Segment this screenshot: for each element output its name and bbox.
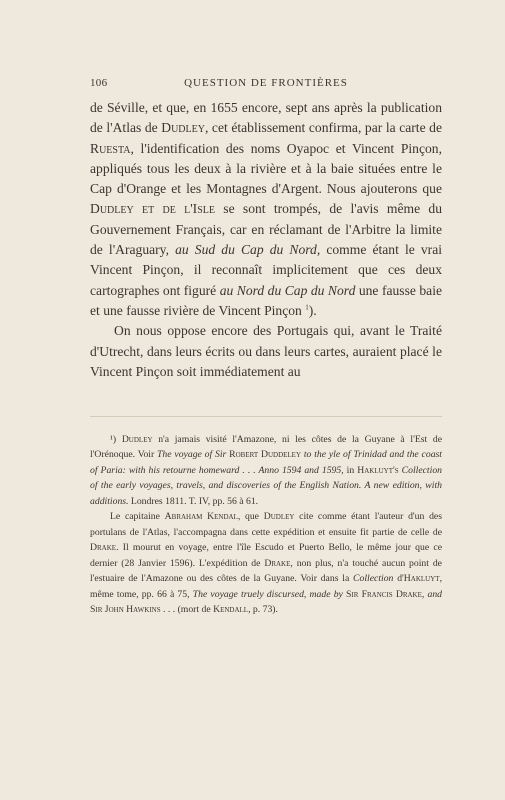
text: se sont trompés, de l'avis même du Gouvernement Français, car en réclamant de l'Arbitre la limite de l'Araguary, (90, 201, 442, 258)
text: d' (393, 573, 404, 585)
text: Londres 1811. T. IV, pp. 56 à 61. (128, 495, 259, 507)
text: une fausse baie et une fausse rivière de Vincent Pinçon (90, 282, 443, 318)
text: , p. 73). (248, 603, 278, 615)
author-name: Hakluyt (403, 573, 440, 585)
author-name: Sir Francis Drake, (342, 588, 425, 600)
text: . . . (mort de (160, 603, 214, 615)
text: in (343, 464, 358, 476)
text: . Il mourut en voyage, entre l'île Escudo et Puerto Bello, le même jour que ce dernier (28 Janvier 1596). L'expédition de (90, 542, 442, 569)
author-name: Ruesta (90, 140, 131, 156)
footnote-separator (90, 416, 442, 417)
running-head: QUESTION DE FRONTIÈRES (184, 77, 348, 89)
footnotes (90, 432, 442, 617)
main-text (90, 98, 442, 382)
text: , l'identification des noms Oyapoc et Vincent Pinçon, appliqués tous les deux à la rivière et à la baie situées entre le Cap d'Orange et les Montagnes d'Argent. Nous ajouterons que (90, 140, 442, 197)
text: Le capitaine (110, 511, 165, 523)
emphasis: Collection (353, 573, 394, 585)
author-name: Robert Duddeley (229, 449, 302, 461)
emphasis: and (424, 588, 443, 600)
page-header (90, 77, 442, 93)
paragraph: On nous oppose encore des Portugais qui, avant le Traité d'Utrecht, dans leurs écrits ou dans leurs cartes, auraient placé le Vincent Pinçon soit immédiatement au (90, 323, 442, 379)
emphasis: Collection of the early voyages, travels, and discoveries of the English Nation. A new edition, with additions. (90, 464, 443, 507)
paragraph (90, 98, 442, 321)
footnote-ref[interactable]: 1 (305, 303, 309, 312)
author-name: Kendall (213, 603, 249, 615)
text: , cet établissement confirma, par la carte de (204, 120, 442, 136)
footnote-1 (90, 432, 442, 509)
footnote-1-continued (90, 509, 442, 617)
page-number: 106 (90, 77, 108, 89)
author-name: Hakluyt's (357, 464, 399, 476)
emphasis: The voyage of Sir (157, 449, 227, 461)
author-name: Sir John Hawkins (90, 603, 161, 615)
author-name: Dudley (263, 511, 295, 523)
author-name: Drake (264, 557, 291, 569)
text: ). (308, 302, 317, 318)
text: n'a jamais visité l'Amazone, ni les côtes de la Guyane à l'Est de l'Orénoque. Voir (90, 434, 442, 461)
text: cite comme étant l'auteur d'un des portulans de l'Atlas, l'accompagna dans cette expédition et ensuite fit partie de celle de (90, 511, 442, 538)
author-name: Abraham Kendal (164, 511, 238, 523)
emphasis: au Nord du Cap du Nord (219, 282, 356, 298)
emphasis: au Sud du Cap du Nord, (175, 242, 321, 258)
text: , non plus, n'a touché aucun point de l'estuaire de l'Amazone ou des côtes de la Guyane. Voir dans la (90, 557, 442, 585)
author-name: Drake (90, 542, 117, 554)
text: comme étant le vrai Vincent Pinçon, il reconnaît implicitement que ces deux cartographes ont figuré (90, 242, 443, 298)
text: , que (237, 511, 264, 523)
author-name: Dudley et de l'Isle (90, 201, 215, 217)
emphasis: to the yle of Trinidad and the coast of Paria: with his retourne homeward . . . Anno 1594 and 1595, (90, 449, 442, 476)
footnote-marker: ¹) (110, 434, 117, 445)
emphasis: The voyage truely discursed, made by (192, 588, 343, 600)
text: , même tome, pp. 66 à 75, (90, 573, 442, 600)
author-name: Dudley (121, 434, 153, 445)
text: de Séville, et que, en 1655 encore, sept ans après la publication de l'Atlas de (90, 100, 442, 136)
author-name: Dudley (161, 120, 205, 136)
